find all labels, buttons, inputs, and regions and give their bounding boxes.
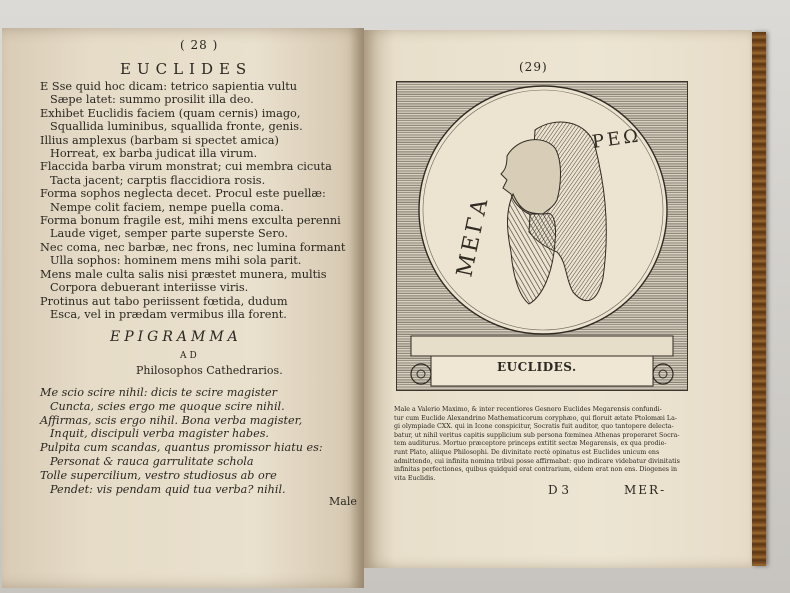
text-line: Ulla sophos: hominem mens mihi sola parit. (50, 254, 302, 268)
text-line: Forma bonum fragile est, mihi mens exculta perenni (40, 214, 341, 228)
engraving-caption: EUCLIDES. (497, 360, 577, 374)
text-line: Tacta jacent; carptis flaccidiora rosis. (50, 173, 266, 187)
book-spine-edge (752, 32, 766, 566)
plinth-top (411, 336, 673, 356)
text-line: Pendet: vis pendam quid tua verba? nihil. (50, 482, 286, 496)
text-line: Nec coma, nec barbæ, nec frons, nec lumina formant (40, 240, 346, 254)
text-line: Horreat, ex barba judicat illa virum. (50, 147, 258, 161)
text-line: tem auditurus. Mortuo præceptore princeps extitit sectæ Megarensis, ex qua prodie- (394, 440, 667, 448)
text-line: Cuncta, scies ergo me quoque scire nihil. (50, 399, 285, 413)
text-line: Personat & rauca garrulitate schola (50, 454, 254, 468)
euclides-medallion-engraving (397, 82, 687, 390)
right-catchword: MER- (624, 483, 667, 497)
text-line: Me scio scire nihil: dicis te scire magister (40, 386, 277, 399)
text-line: Laude viget, semper parte superste Sero. (50, 227, 288, 241)
text-line: infinitas perfectiones, quibus quidquid erat contrarium, eidem erat non ens. Diogenes in (394, 466, 678, 474)
text-line: Sæpe latet: summo prosilit illa deo. (50, 93, 254, 107)
epigram-subtitle: Philosophos Cathedrarios. (136, 364, 283, 377)
epigram-title: EPIGRAMMA (110, 329, 242, 345)
text-line: admittendo, cui infinita nomina tribui posse affirmabat: quo indicare videbatur divinitatis (394, 457, 680, 465)
poem-heading: EUCLIDES (120, 60, 253, 78)
poem-text (40, 80, 360, 321)
text-line: tur cum Euclide Alexandrino Mathematicorum coryphæo, qui floruit ætate Ptolomæi La- (394, 414, 677, 422)
text-line: gi olympiade CXX. qui in Icone conspicitur, Socratis fuit auditor, quo tantopere delecta- (394, 423, 674, 431)
text-line: Affirmas, scis ergo nihil. Bona verba magister, (40, 413, 303, 427)
engraving-plate (396, 81, 688, 391)
scroll-left (411, 364, 431, 384)
text-line: Corpora debuerant interiisse viris. (50, 281, 249, 295)
signature-mark: D 3 (548, 483, 570, 497)
left-catchword: Male (329, 495, 357, 508)
inscription-left: ΜΕΓΑ (452, 194, 494, 280)
text-line: vita Euclidis. (394, 474, 436, 482)
text-line: Flaccida barba virum monstrat; cui membra cicuta (40, 160, 332, 174)
text-line: Illius amplexus (barbam si spectet amica) (40, 133, 279, 147)
text-line: Exhibet Euclidis faciem (quam cernis) imago, (40, 106, 301, 120)
text-line: Esca, vel in prædam vermibus illa forent. (50, 307, 287, 321)
text-line: runt Plato, aliique Philosophi. De divinitate rectè opinatus est Euclides unicum ens (394, 448, 660, 456)
text-line: Male a Valerio Maximo, & inter recentiores Gesnero Euclides Megarensis confundi- (394, 406, 662, 413)
text-line: E Sse quid hoc dicam: tetrico sapientia vultu (40, 80, 298, 93)
epigram-ad: AD (180, 351, 200, 361)
text-line: batur, ut nihil veritus capitis supplicium sub persona fœminea Athenas properaret Socra- (394, 431, 680, 439)
text-line: Forma sophos neglecta decet. Procul este puellæ: (40, 187, 326, 201)
right-page-number: (29) (519, 60, 548, 74)
text-line: Mens male culta salis nisi præstet munera, multis (40, 267, 327, 281)
left-page-number: ( 28 ) (180, 38, 219, 52)
scroll-right (653, 364, 673, 384)
text-line: Squallida luminibus, squallida fronte, genis. (50, 120, 303, 134)
epigram-text (40, 386, 340, 496)
text-line: Tolle supercilium, vestro studiosus ab ore (40, 468, 277, 482)
commentary-text (394, 406, 699, 483)
text-line: Inquit, discipuli verba magister habes. (50, 427, 269, 441)
text-line: Pulpita cum scandas, quantus promissor hiatu es: (40, 441, 323, 455)
inscription-right: ΡΕΩ (590, 125, 643, 153)
text-line: Nempe colit faciem, nempe puella coma. (50, 200, 284, 214)
text-line: Protinus aut tabo periissent fœtida, dudum (40, 294, 288, 308)
